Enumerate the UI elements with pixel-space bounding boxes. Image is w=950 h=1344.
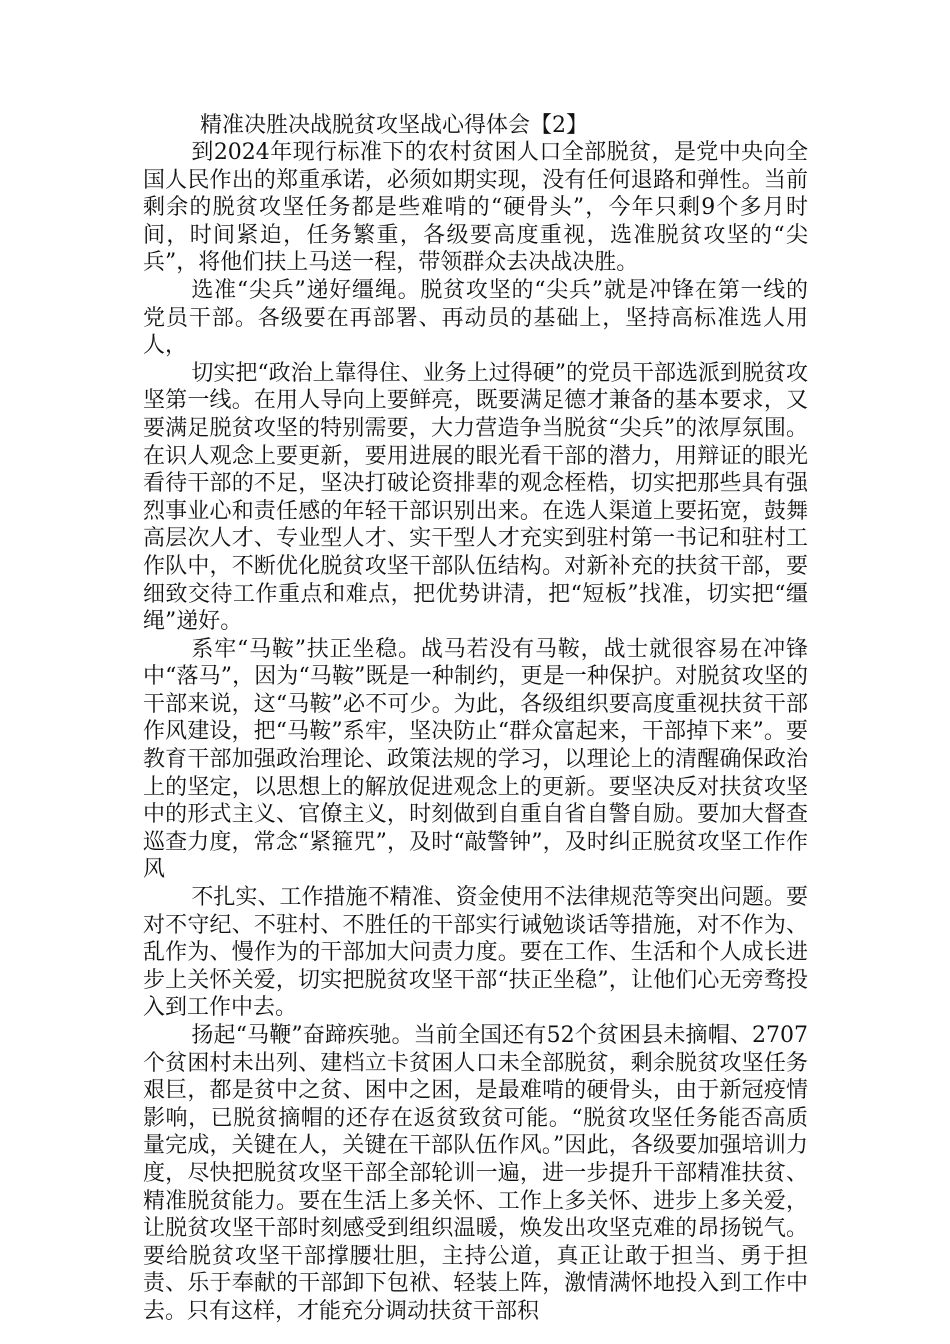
document-page <box>143 112 808 1326</box>
paragraph-1: 到2024年现行标准下的农村贫困人口全部脱贫，是党中央向全国人民作出的郑重承诺，必须如期实现，没有任何退路和弹性。当前剩余的脱贫攻坚任务都是些难啃的“硬骨头”，今年只剩9个多月时间，时间紧迫，任务繁重，各级要高度重视，选准脱贫攻坚的“尖兵”，将他们扶上马送一程，带领群众去决战决胜。 <box>143 140 808 276</box>
paragraph-2: 选准“尖兵”递好缰绳。脱贫攻坚的“尖兵”就是冲锋在第一线的党员干部。各级要在再部署、再动员的基础上，坚持高标准选人用人， <box>143 277 808 359</box>
document-title: 精准决胜决战脱贫攻坚战心得体会【2】 <box>200 113 588 138</box>
paragraph-6: 扬起“马鞭”奋蹄疾驰。当前全国还有52个贫困县未摘帽、2707个贫困村未出列、建档立卡贫困人口未全部脱贫，剩余脱贫攻坚任务艰巨，都是贫中之贫、困中之困，是最难啃的硬骨头，由于新冠疫情影响，已脱贫摘帽的还存在返贫致贫可能。“脱贫攻坚任务能否高质量完成，关键在人，关键在干部队伍作风。”因此，各级要加强培训力度，尽快把脱贫攻坚干部全部轮训一遍，进一步提升干部精准扶贫、精准脱贫能力。要在生活上多关怀、工作上多关怀、进步上多关爱，让脱贫攻坚干部时刻感受到组织温暖，焕发出攻坚克难的昂扬锐气。要给脱贫攻坚干部撑腰壮胆，主持公道，真正让敢于担当、勇于担责、乐于奉献的干部卸下包袱、轻装上阵，激情满怀地投入到工作中去。只有这样，才能充分调动扶贫干部积 <box>143 1023 808 1324</box>
paragraph-5: 不扎实、工作措施不精准、资金使用不法律规范等突出问题。要对不守纪、不驻村、不胜任的干部实行诫勉谈话等措施，对不作为、乱作为、慢作为的干部加大问责力度。要在工作、生活和个人成长进步上关怀关爱，切实把脱贫攻坚干部“扶正坐稳”，让他们心无旁骛投入到工作中去。 <box>143 885 808 1021</box>
paragraph-4: 系牢“马鞍”扶正坐稳。战马若没有马鞍，战士就很容易在冲锋中“落马”，因为“马鞍”既是一种制约，更是一种保护。对脱贫攻坚的干部来说，这“马鞍”必不可少。为此，各级组织要高度重视扶贫干部作风建设，把“马鞍”系牢，坚决防止“群众富起来，干部掉下来”。要教育干部加强政治理论、政策法规的学习，以理论上的清醒确保政治上的坚定，以思想上的解放促进观念上的更新。要坚决反对扶贫攻坚中的形式主义、官僚主义，时刻做到自重自省自警自励。要加大督查巡查力度，常念“紧箍咒”，及时“敲警钟”，及时纠正脱贫攻坚工作作风 <box>143 636 808 883</box>
paragraph-3: 切实把“政治上靠得住、业务上过得硬”的党员干部选派到脱贫攻坚第一线。在用人导向上要鲜亮，既要满足德才兼备的基本要求，又要满足脱贫攻坚的特别需要，大力营造争当脱贫“尖兵”的浓厚氛围。在识人观念上要更新，要用进展的眼光看干部的潜力，用辩证的眼光看待干部的不足，坚决打破论资排辈的观念桎梏，切实把那些具有强烈事业心和责任感的年轻干部识别出来。在选人渠道上要拓宽，鼓舞高层次人才、专业型人才、实干型人才充实到驻村第一书记和驻村工作队中，不断优化脱贫攻坚干部队伍结构。对新补充的扶贫干部，要细致交待工作重点和难点，把优势讲清，把“短板”找准，切实把“缰绳”递好。 <box>143 360 808 635</box>
